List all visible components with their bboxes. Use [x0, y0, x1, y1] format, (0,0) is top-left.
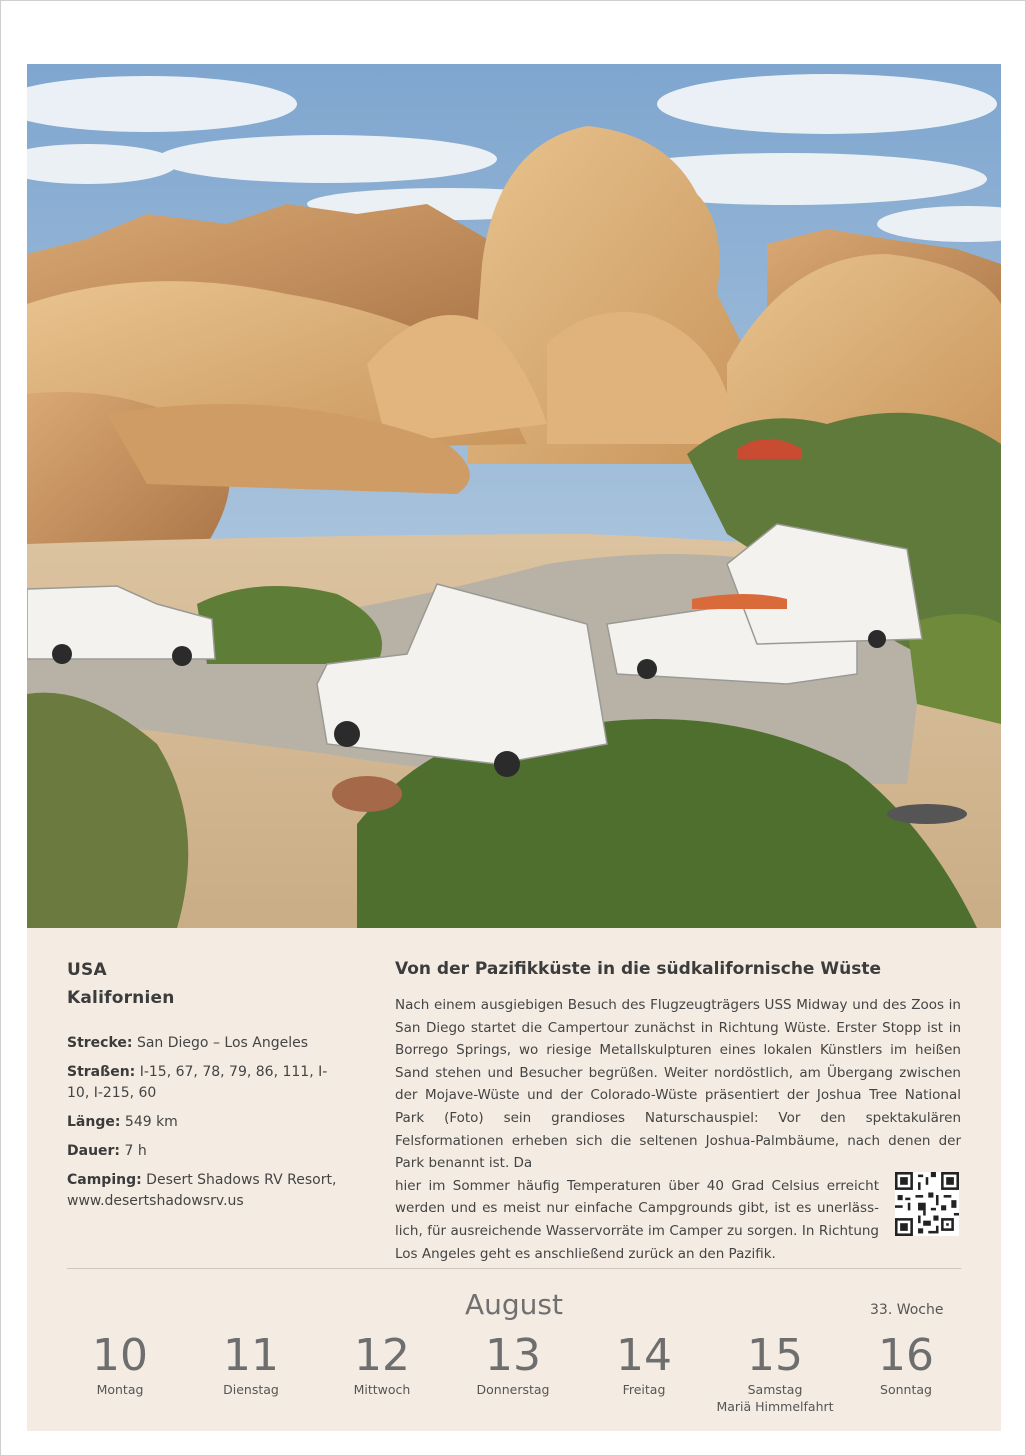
day-cell-friday: [579, 1330, 709, 1398]
weekday-name: Dienstag: [223, 1382, 279, 1397]
month-name: August: [465, 1288, 563, 1321]
state-heading: Kalifornien: [67, 988, 175, 1008]
article-body: [395, 994, 961, 1265]
fact-roads: Straßen: I-15, 67, 78, 79, 86, 111, I-10, I-215, 60: [67, 1064, 328, 1101]
day-cell-monday: [55, 1330, 185, 1398]
fact-duration: Dauer: 7 h: [67, 1143, 147, 1159]
day-cell-sunday: [841, 1330, 971, 1398]
fact-length: Länge: 549 km: [67, 1114, 178, 1130]
weekday-name: Freitag: [622, 1382, 666, 1397]
day-number: 10: [92, 1330, 148, 1381]
weekday-name: Samstag: [747, 1382, 803, 1397]
week-number: 33. Woche: [870, 1302, 944, 1318]
article-text-full: Nach einem ausgiebigen Besuch des Flugzeugträgers USS Midway und des Zoos in San Diego startet die Campertour zunächst in Richtung Wüste. Erster Stopp ist in Borrego Springs, wo riesige Metallskulpturen eines lokalen Künstlers im heißen Sand stehen und Besucher begrüßen. Weiter nordöstlich, am Übergang zwischen der Mojave-Wüste und der Colorado-Wüste präsentiert der Joshua Tree National Park (Foto) sein grandioses Naturschauspiel: Vor den spektakulären Felsformationen erheben sich die seltenen Joshua-Palmbäume, nach denen der Park benannt ist. Da: [395, 997, 961, 1172]
weekday-name: Mittwoch: [353, 1382, 411, 1397]
day-number: 11: [223, 1330, 279, 1381]
day-number: 15: [747, 1330, 803, 1381]
day-number: 16: [878, 1330, 934, 1381]
day-cell-saturday: [710, 1330, 840, 1415]
holiday-name: Mariä Himmelfahrt: [716, 1399, 834, 1414]
qr-code: [895, 1172, 959, 1236]
day-cell-thursday: [448, 1330, 578, 1398]
day-number: 14: [616, 1330, 672, 1381]
fact-route: Strecke: San Diego – Los Angeles: [67, 1035, 309, 1051]
day-number: 12: [354, 1330, 410, 1381]
country-heading: USA: [67, 960, 107, 980]
weekday-name: Montag: [96, 1382, 144, 1397]
article-title: Von der Pazifikküste in die südkalifornische Wüste: [395, 959, 882, 979]
weekday-name: Sonntag: [880, 1382, 932, 1397]
article-text-wrapped: hier im Sommer häufig Temperaturen über 40 Grad Celsius erreicht werden und es meist nur einfache Campgrounds gibt, ist es unerläss-lich, für ausreichende Wasservorräte im Camper zu sorgen. In Richtung Los Angeles geht es anschließend zurück an den Pazifik.: [395, 1177, 879, 1262]
campground-photo: [27, 64, 1001, 928]
route-facts: [67, 1033, 347, 1220]
fact-camping: Camping: Desert Shadows RV Resort, www.desertshadowsrv.us: [67, 1172, 337, 1209]
info-panel: [27, 928, 1001, 1431]
weekday-name: Donnerstag: [476, 1382, 550, 1397]
day-number: 13: [485, 1330, 541, 1381]
divider: [67, 1268, 961, 1269]
day-cell-wednesday: [317, 1330, 447, 1398]
day-cell-tuesday: [186, 1330, 316, 1398]
